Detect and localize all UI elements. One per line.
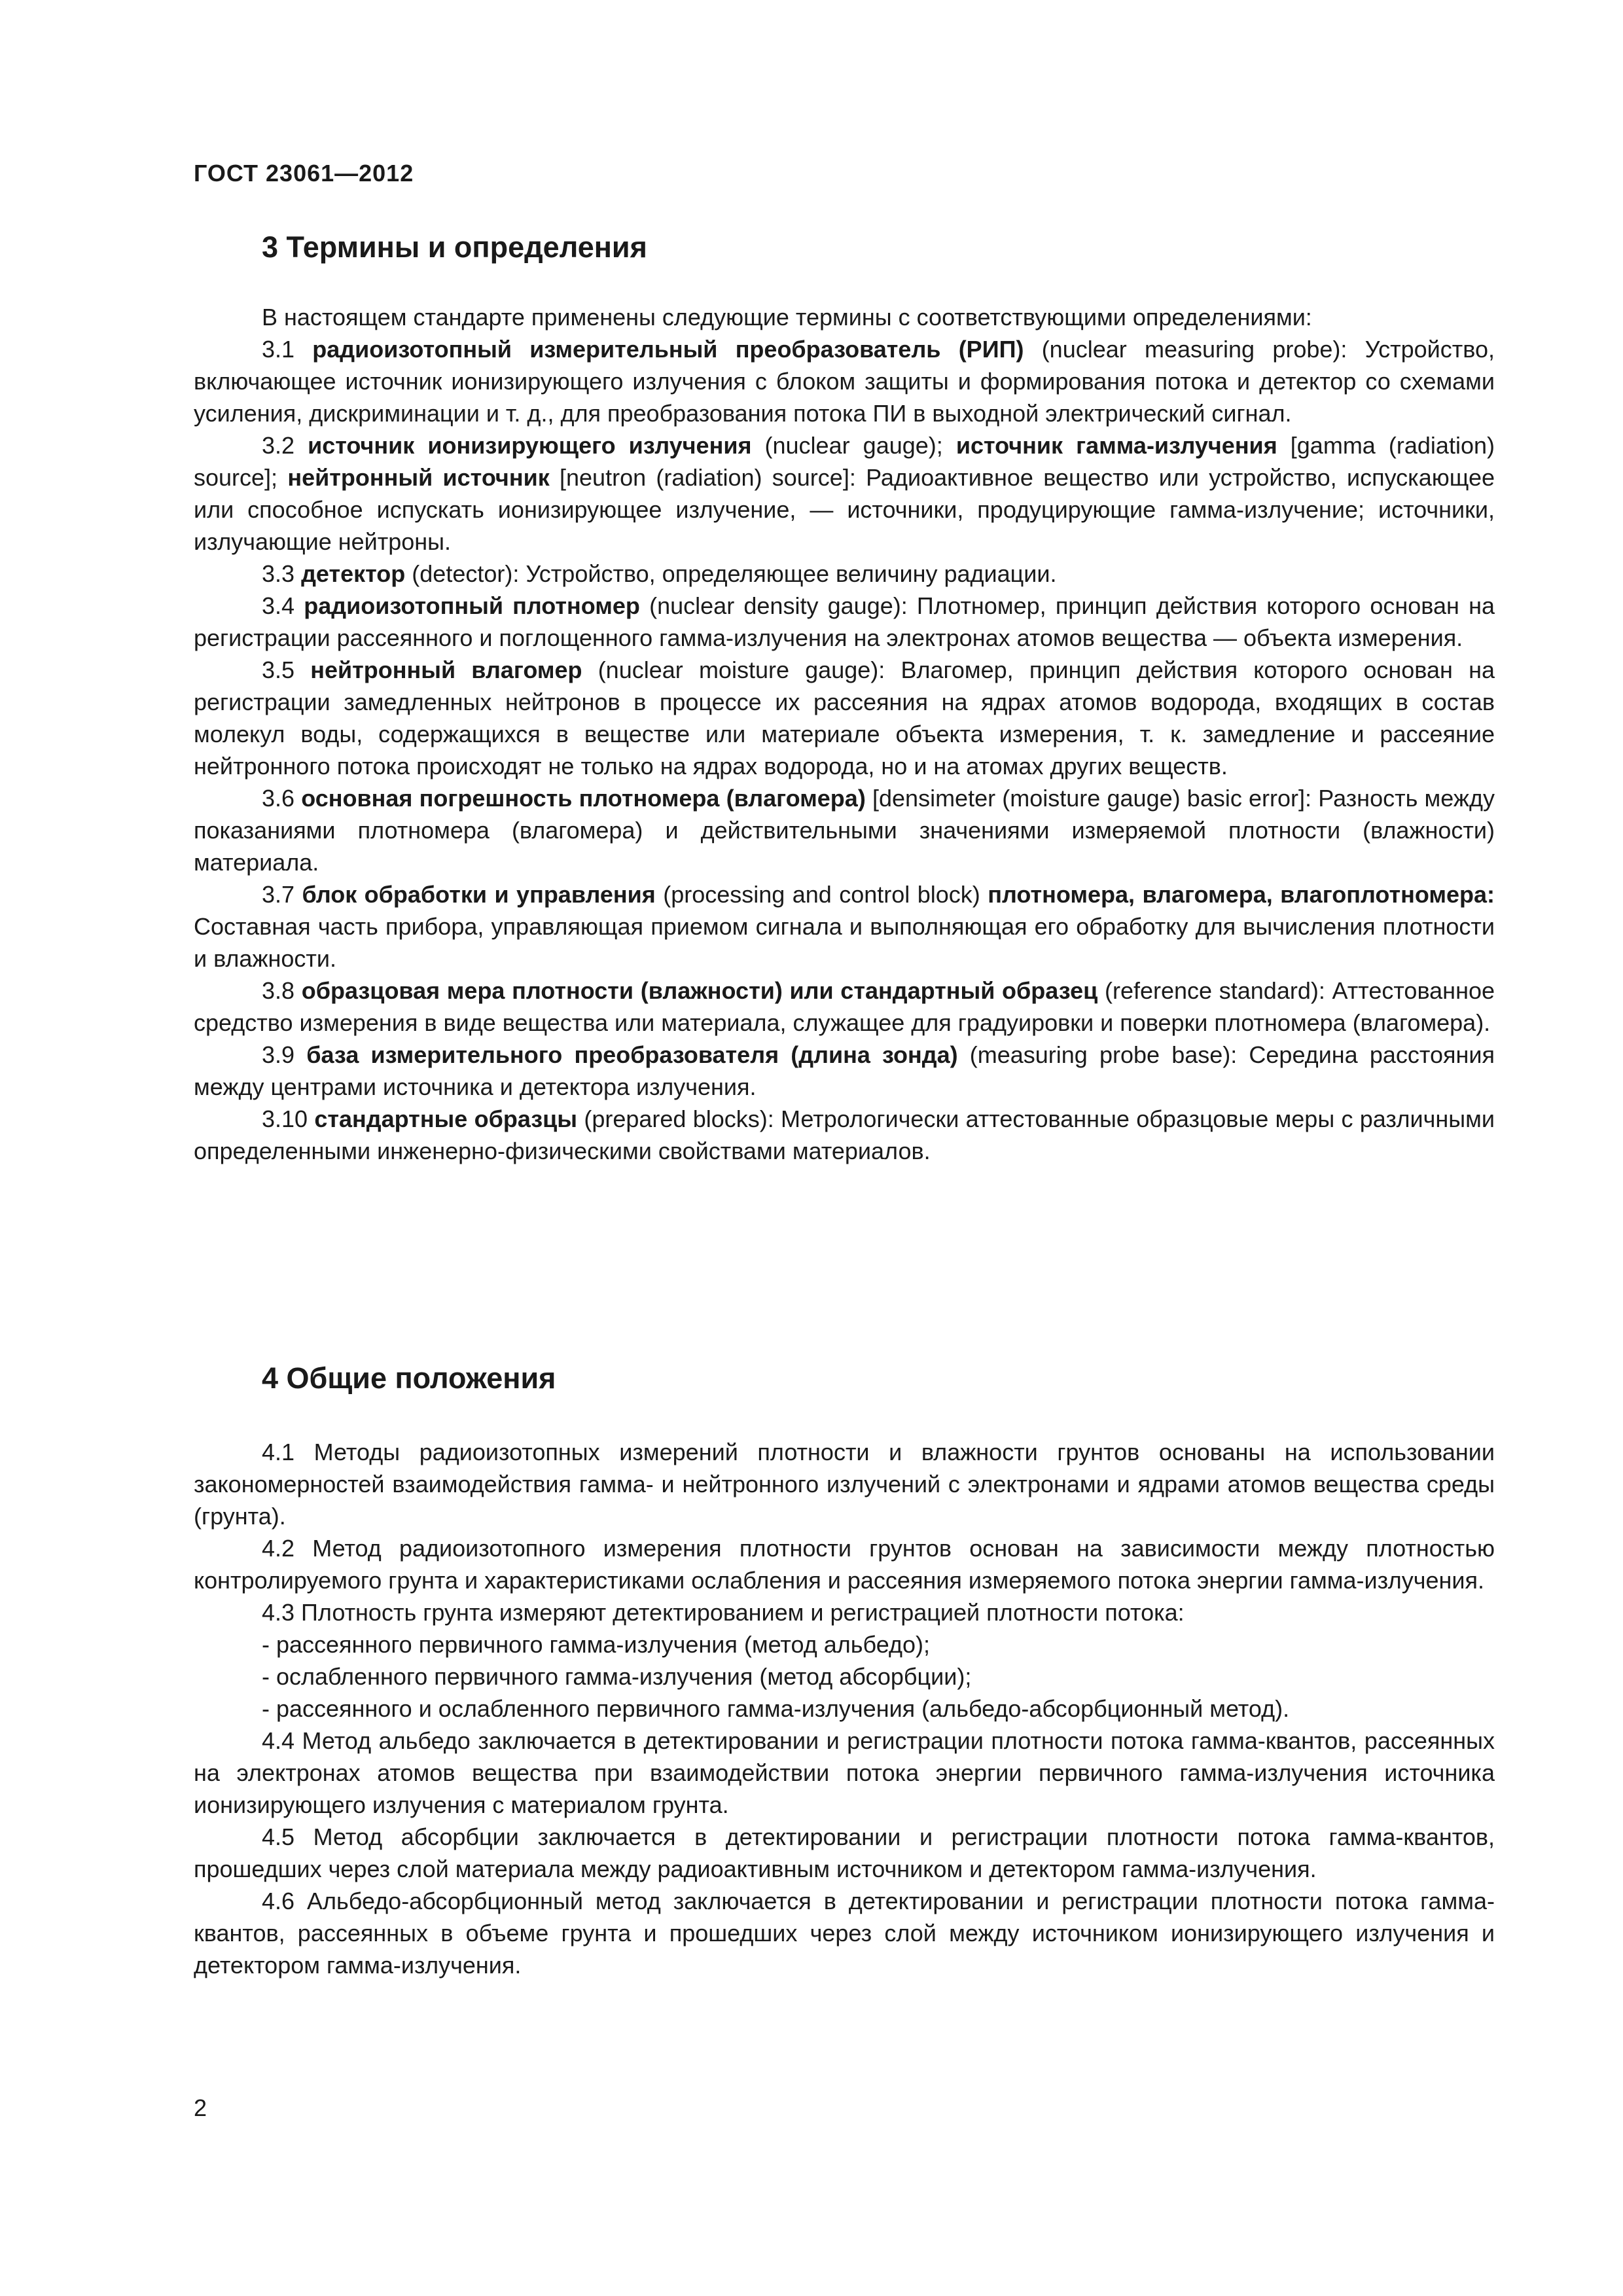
term-3-1: [194, 333, 1495, 429]
paragraph-4-3: 4.3 Плотность грунта измеряют детектированием и регистрацией плотности потока:: [262, 1599, 1185, 1626]
section-4-title: 4 Общие положения: [262, 1361, 556, 1395]
term-definition: [neutron (radiation) source]: Радиоактивное вещество или устройство, испускающее или способное испускать ионизирующее излучение, — источники, продуцирующие гамма-излучение; источники, излучающие нейтроны.: [194, 464, 1495, 555]
term-3-5: [194, 654, 1495, 782]
term-name: источник ионизирующего излучения: [308, 432, 752, 459]
term-3-2: [194, 429, 1495, 558]
list-item: - рассеянного первичного гамма-излучения (метод альбедо);: [262, 1631, 930, 1658]
term-definition: (prepared blocks): Метрологически аттестованные образцовые меры с различными определенными инженерно-физическими свойствами материалов.: [194, 1105, 1495, 1164]
term-name-2: источник гамма-излучения: [955, 432, 1277, 459]
list-item: - рассеянного и ослабленного первичного гамма-излучения (альбедо-абсорбционный метод).: [262, 1695, 1290, 1722]
term-name: блок обработки и управления: [302, 881, 656, 908]
term-number: 3.6: [262, 785, 295, 812]
term-3-4: [194, 590, 1495, 654]
term-definition: (detector): Устройство, определяющее величину радиации.: [405, 560, 1057, 587]
term-3-10: [194, 1103, 1495, 1167]
term-translation: (processing and control block): [655, 881, 988, 908]
paragraph-4-1: 4.1 Методы радиоизотопных измерений плотности и влажности грунтов основаны на использовании закономерностей взаимодействия гамма- и нейтронного излучений с электронами и ядрами атомов вещества среды (грунта).: [194, 1439, 1495, 1530]
term-definition: (measuring probe base): Середина расстояния между центрами источника и детектора излучения.: [194, 1041, 1495, 1100]
term-name-3: нейтронный источник: [287, 464, 550, 491]
term-number: 3.3: [262, 560, 295, 587]
term-3-3: [194, 558, 1495, 590]
document-header: ГОСТ 23061—2012: [194, 160, 414, 187]
term-number: 3.2: [262, 432, 295, 459]
section-3-title: 3 Термины и определения: [262, 230, 647, 264]
page-number: 2: [194, 2094, 207, 2121]
term-3-6: [194, 782, 1495, 878]
term-name: основная погрешность плотномера (влагомера): [301, 785, 866, 812]
term-definition: [densimeter (moisture gauge) basic error]: Разность между показаниями плотномера (влагомера) и действительными значениями измеряемой плотности (влажности) материала.: [194, 785, 1495, 876]
term-name: база измерительного преобразователя (длина зонда): [306, 1041, 958, 1068]
term-number: 3.9: [262, 1041, 295, 1068]
paragraph-4-5: 4.5 Метод абсорбции заключается в детектировании и регистрации плотности потока гамма-квантов, прошедших через слой материала между радиоактивным источником и детектором гамма-излучения.: [194, 1823, 1495, 1882]
term-number: 3.1: [262, 336, 295, 363]
term-name: радиоизотопный измерительный преобразователь (РИП): [312, 336, 1024, 363]
term-name-2: плотномера, влагомера, влагоплотномера:: [988, 881, 1495, 908]
term-3-9: [194, 1039, 1495, 1103]
term-definition: (nuclear measuring probe): Устройство, включающее источник ионизирующего излучения с блоком защиты и формирования потока и детектор со схемами усиления, дискриминации и т. д., для преобразования потока ПИ в выходной электрический сигнал.: [194, 336, 1495, 427]
term-number: 3.4: [262, 592, 295, 619]
term-translation: (nuclear gauge);: [751, 432, 956, 459]
term-definition: (nuclear density gauge): Плотномер, принцип действия которого основан на регистрации рассеянного и поглощенного гамма-излучения на электронах атомов вещества — объекта измерения.: [194, 592, 1495, 651]
term-name: нейтронный влагомер: [310, 656, 582, 683]
term-definition: (nuclear moisture gauge): Влагомер, принцип действия которого основан на регистрации замедленных нейтронов в процессе их рассеяния на ядрах атомов водорода, входящих в состав молекул воды, содержащихся в веществе или материале объекта измерения, т. к. замедление и рассеяние нейтронного потока происходят не только на ядрах водорода, но и на атомах других веществ.: [194, 656, 1495, 780]
term-translation-2: [gamma (radiation) source];: [194, 432, 1495, 491]
term-number: 3.5: [262, 656, 295, 683]
paragraph-4-4: 4.4 Метод альбедо заключается в детектировании и регистрации плотности потока гамма-квантов, рассеянных на электронах атомов вещества при взаимодействии потока энергии первичного гамма-излучения источника ионизирующего излучения с материалом грунта.: [194, 1727, 1495, 1818]
paragraph-4-6: 4.6 Альбедо-абсорбционный метод заключается в детектировании и регистрации плотности потока гамма-квантов, рассеянных в объеме грунта и прошедших через слой между источником ионизирующего излучения и детектором гамма-излучения.: [194, 1888, 1495, 1979]
term-name: радиоизотопный плотномер: [304, 592, 640, 619]
term-name: образцовая мера плотности (влажности) или стандартный образец: [301, 977, 1098, 1004]
section-3-intro: В настоящем стандарте применены следующие термины с соответствующими определениями:: [262, 304, 1312, 331]
term-3-8: [194, 975, 1495, 1039]
section-4-body: [194, 1436, 1495, 1981]
list-item: - ослабленного первичного гамма-излучения (метод абсорбции);: [262, 1663, 972, 1690]
term-number: 3.7: [262, 881, 295, 908]
term-name: стандартные образцы: [314, 1105, 578, 1132]
paragraph-4-2: 4.2 Метод радиоизотопного измерения плотности грунтов основан на зависимости между плотностью контролируемого грунта и характеристиками ослабления и рассеяния измеряемого потока энергии гамма-излучения.: [194, 1535, 1495, 1594]
term-number: 3.8: [262, 977, 295, 1004]
term-name: детектор: [301, 560, 406, 587]
term-number: 3.10: [262, 1105, 308, 1132]
term-3-7: [194, 878, 1495, 975]
term-definition: (reference standard): Аттестованное средство измерения в виде вещества или материала, служащее для градуировки и поверки плотномера (влагомера).: [194, 977, 1495, 1036]
section-3-body: [194, 301, 1495, 1167]
term-definition: Составная часть прибора, управляющая приемом сигнала и выполняющая его обработку для вычисления плотности и влажности.: [194, 913, 1495, 972]
